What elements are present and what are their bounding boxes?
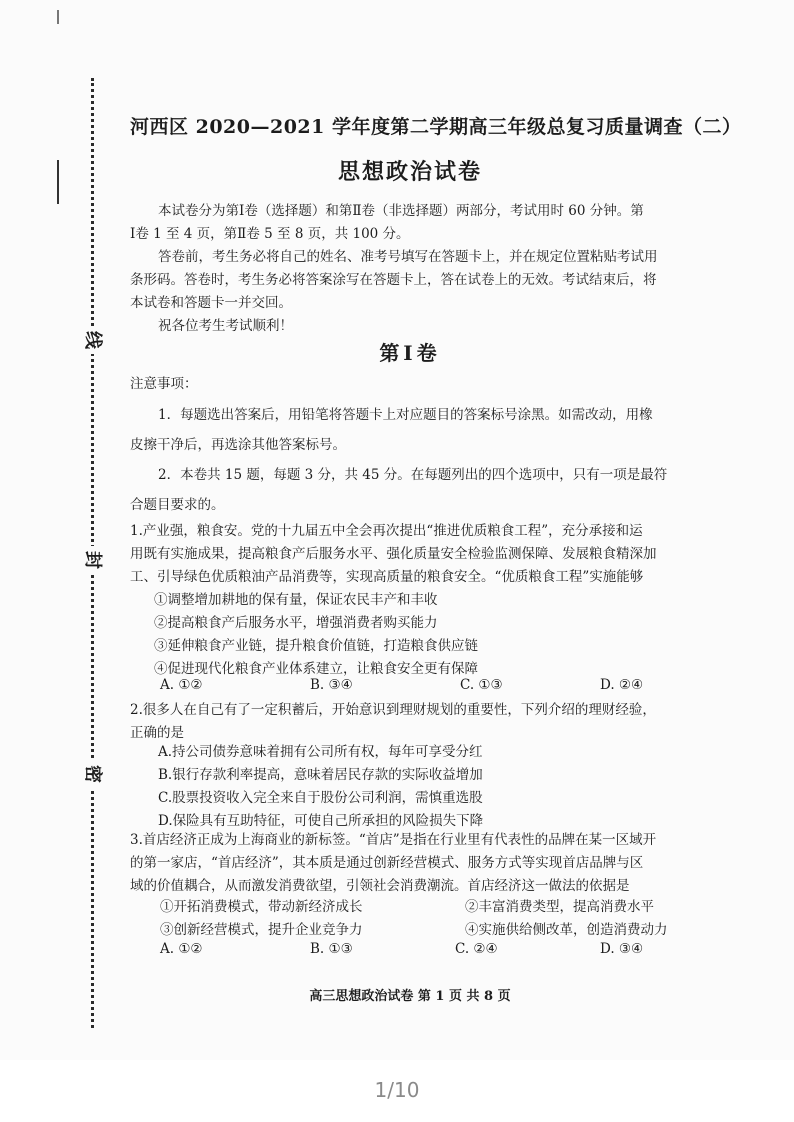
section-title: 第Ⅰ卷 — [379, 341, 441, 365]
list-item: D.保险具有互助特征，可使自己所承担的风险损失下降 — [158, 813, 484, 829]
list-item: C.股票投资收入完全来自于股份公司利润，需慎重选股 — [158, 790, 483, 806]
list-item: ③创新经营模式，提升企业竞争力 — [160, 922, 363, 938]
seal-char-xian: 线 — [78, 326, 106, 354]
page-footer: 高三思想政治试卷 第 1 页 共 8 页 — [309, 989, 511, 1004]
question-1-items — [154, 589, 690, 681]
list-item: ②丰富消费类型，提高消费水平 — [465, 899, 654, 915]
list-item: B.银行存款利率提高，意味着居民存款的实际收益增加 — [158, 767, 483, 783]
question-3-items-row-2 — [160, 918, 700, 940]
notice-item-2: 2．本卷共 15 题，每题 3 分，共 45 分。在每题列出的四个选项中，只有一项是最符 合题目要求的。 — [130, 467, 668, 513]
question-3-items-row-1 — [160, 895, 700, 917]
notice-item-1: 1．每题选出答案后，用铅笔将答题卡上对应题目的答案标号涂黑。如需改动，用橡 皮擦干净后，再选涂其他答案标号。 — [130, 407, 653, 453]
question-2-options — [158, 741, 690, 833]
notice-heading: 注意事项： — [130, 376, 198, 392]
choice-a: A. ①② — [160, 677, 203, 693]
list-item: ③延伸粮食产业链，提升粮食价值链，打造粮食供应链 — [154, 638, 478, 654]
intro-paragraph-2: 答卷前，考生务必将自己的姓名、准考号填写在答题卡上，并在规定位置粘贴考试用 条形码。答卷时，考生务必将答案涂写在答题卡上，答在试卷上的无效。考试结束后，将 本试卷和答题卡一并交回。 — [130, 249, 658, 311]
question-1-stem: 1.产业强，粮食安。党的十九届五中全会再次提出“推进优质粮食工程”，充分承接和运 用既有实施成果，提高粮食产后服务水平、强化质量安全检验监测保障、发展粮食精深加 工、引导绿色优质粮油产品消费等，实现高质量的粮食安全。“优质粮食工程”实施能够 — [130, 523, 657, 585]
seal-char-mi: 密 — [78, 760, 106, 788]
list-item: ①调整增加耕地的保有量，保证农民丰产和丰收 — [154, 592, 438, 608]
binding-mark — [57, 160, 59, 204]
scan-mark — [57, 10, 59, 24]
choice-c: C. ②④ — [455, 941, 498, 957]
question-3-stem: 3.首店经济正成为上海商业的新标签。“首店”是指在行业里有代表性的品牌在某一区域开 的第一家店，“首店经济”，其本质是通过创新经营模式、服务方式等实现首店品牌与区 域的价值耦合，从而激发消费欲望，引领社会消费潮流。首店经济这一做法的依据是 — [130, 832, 657, 894]
intro-paragraph-3: 祝各位考生考试顺利！ — [158, 318, 293, 334]
choice-b: B. ①③ — [310, 941, 353, 957]
choice-c: C. ①③ — [460, 677, 503, 693]
page-indicator: 1/10 — [374, 1078, 420, 1102]
list-item: ①开拓消费模式，带动新经济成长 — [160, 899, 363, 915]
question-2-stem: 2.很多人在自己有了一定积蓄后，开始意识到理财规划的重要性，下列介绍的理财经验， 正确的是 — [130, 702, 656, 741]
choice-a: A. ①② — [160, 941, 203, 957]
list-item: A.持公司债券意味着拥有公司所有权，每年可享受分红 — [158, 744, 483, 760]
choice-b: B. ③④ — [310, 677, 353, 693]
choice-d: D. ③④ — [600, 941, 644, 957]
list-item: ④实施供给侧改革，创造消费动力 — [465, 922, 668, 938]
exam-title: 河西区 2020—2021 学年度第二学期高三年级总复习质量调查（二） — [130, 116, 742, 138]
exam-subtitle: 思想政治试卷 — [337, 159, 482, 185]
question-3-choices — [160, 941, 700, 963]
intro-paragraph-1: 本试卷分为第Ⅰ卷（选择题）和第Ⅱ卷（非选择题）两部分，考试用时 60 分钟。第 Ⅰ卷 1 至 4 页，第Ⅱ卷 5 至 8 页，共 100 分。 — [130, 203, 644, 242]
list-item: ②提高粮食产后服务水平，增强消费者购买能力 — [154, 615, 438, 631]
question-1-choices — [160, 677, 700, 699]
choice-d: D. ②④ — [600, 677, 644, 693]
list-item: ④促进现代化粮食产业体系建立，让粮食安全更有保障 — [154, 661, 478, 677]
seal-char-feng: 封 — [78, 546, 106, 574]
